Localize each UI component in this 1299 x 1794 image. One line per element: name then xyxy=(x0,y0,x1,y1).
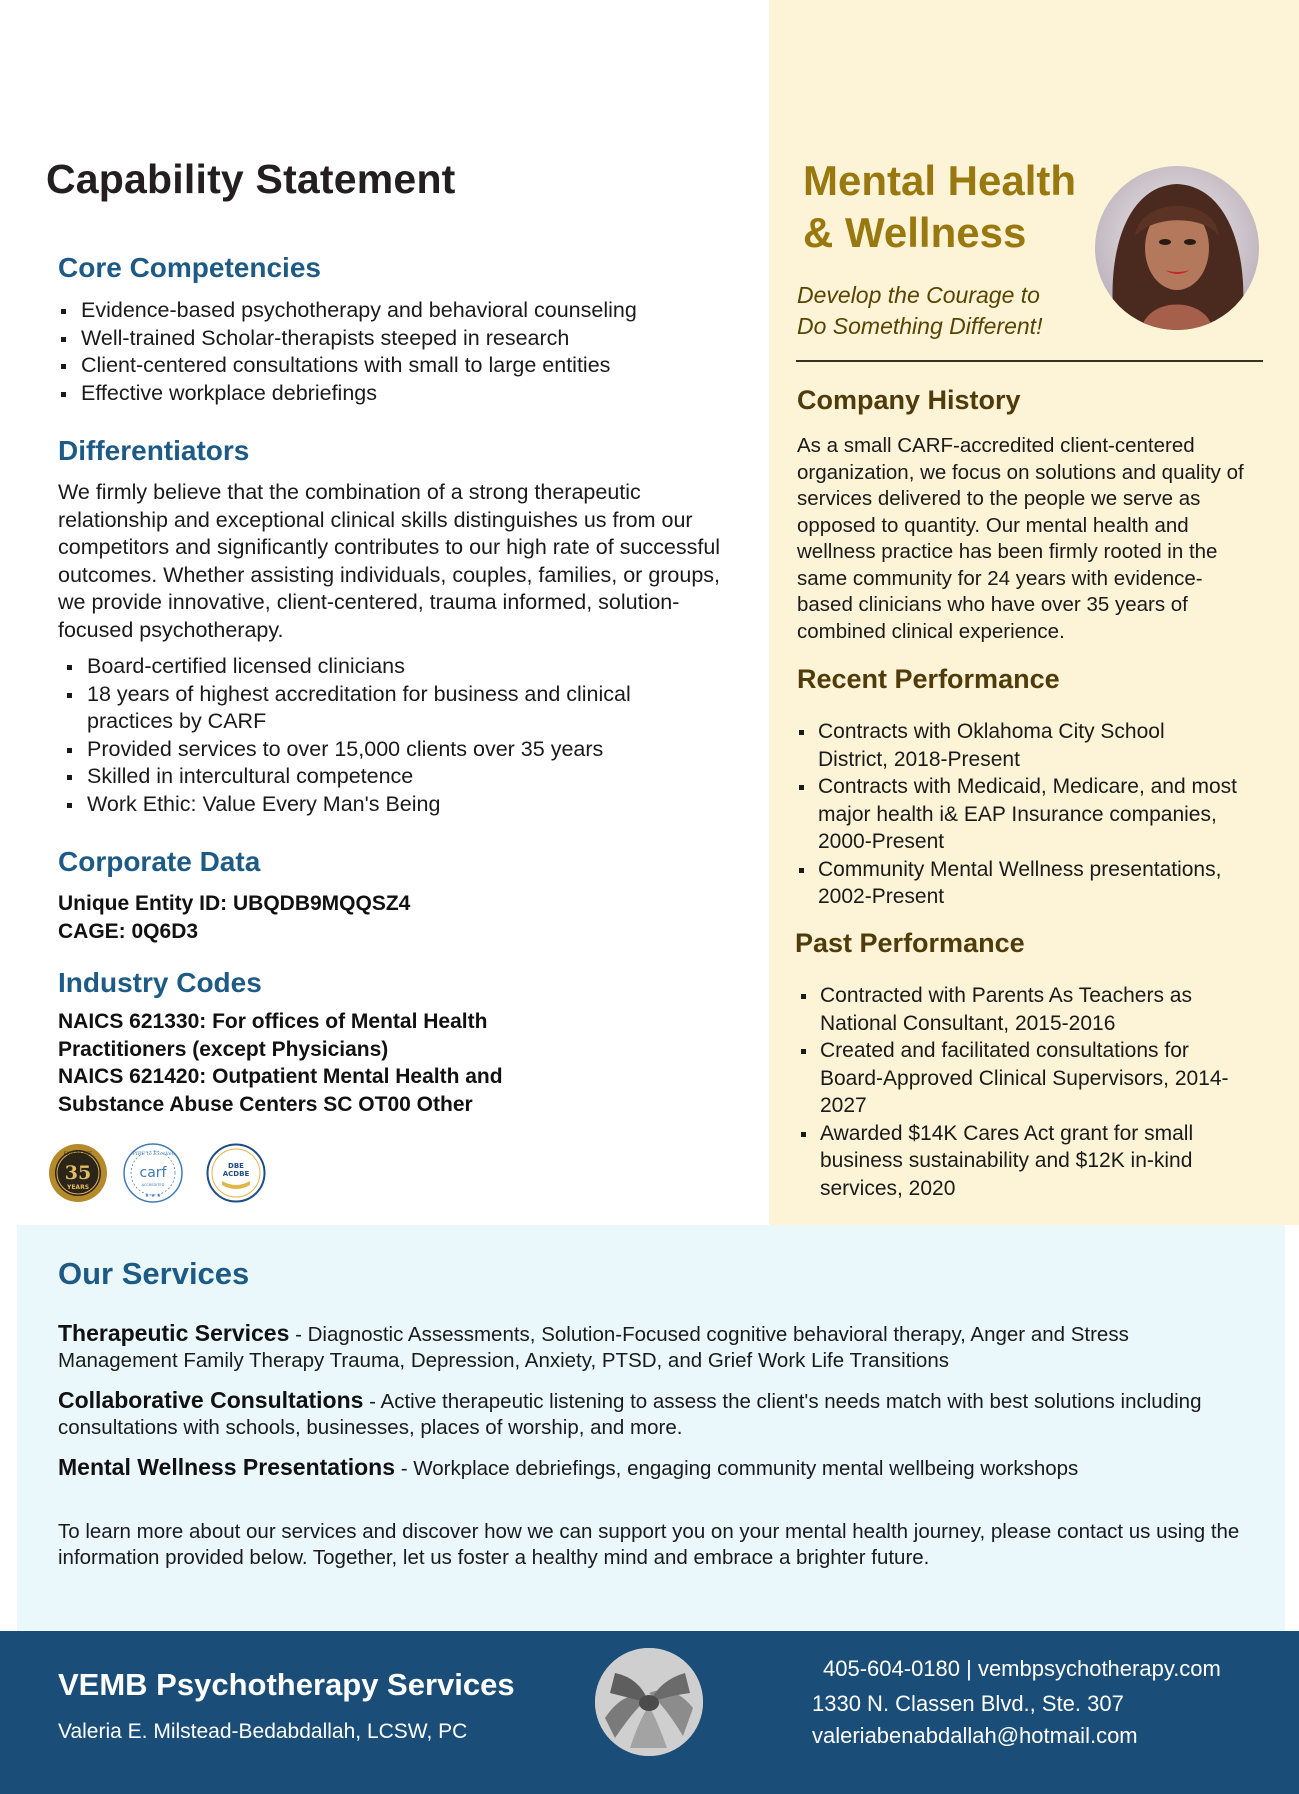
carf-text: carf xyxy=(139,1165,167,1181)
company-history-paragraph: As a small CARF-accredited client-centered organization, we focus on solutions and quality of services delivered to the people we serve as opposed to quantity. Our mental health and wellness practice has been firmly rooted in the same community for 24 years with evidence-based clinicians who have over 35 years of combined clinical experience. xyxy=(797,434,1244,643)
recent-performance-list xyxy=(797,718,1237,911)
tagline-line: Do Something Different! xyxy=(797,313,1043,339)
list-item: Contracts with Medicaid, Medicare, and most major health i& EAP Insurance companies, 2000-Present xyxy=(797,773,1237,856)
our-services-heading: Our Services xyxy=(58,1256,250,1291)
dbe-badge-icon xyxy=(206,1143,266,1203)
hero-title-line: Mental Health xyxy=(803,157,1077,204)
service-entry xyxy=(58,1454,1253,1482)
service-name: Therapeutic Services xyxy=(58,1320,290,1346)
badge-ring-text: EXPERIENCE xyxy=(63,1152,93,1157)
hero-title xyxy=(803,155,1076,259)
experience-badge-icon xyxy=(48,1143,108,1203)
hands-together-icon xyxy=(595,1648,703,1756)
list-item: Client-centered consultations with small to large entities xyxy=(58,352,718,380)
cage-code: CAGE: 0Q6D3 xyxy=(58,920,199,943)
industry-code-line: Practitioners (except Physicians) xyxy=(58,1038,389,1061)
list-item: Contracted with Parents As Teachers as National Consultant, 2015-2016 xyxy=(799,982,1239,1037)
industry-code-line: Substance Abuse Centers SC OT00 Other xyxy=(58,1093,473,1116)
service-description: - Workplace debriefings, engaging community mental wellbeing workshops xyxy=(395,1457,1079,1480)
recent-performance-heading: Recent Performance xyxy=(797,664,1060,694)
differentiators-paragraph: We firmly believe that the combination of a strong therapeutic relationship and exceptional clinical skills distinguishes us from our competitors and significantly contributes to our high rate of successful outcomes. Whether assisting individuals, couples, families, or groups, we provide innovative, client-centered, trauma informed, solution-focused psychotherapy. xyxy=(58,480,721,642)
service-name: Mental Wellness Presentations xyxy=(58,1454,396,1480)
service-description: - Active therapeutic listening to assess the client's needs match with best solutions including consultations with schools, businesses, places of worship, and more. xyxy=(58,1390,1202,1439)
dbe-bottom: ACDBE xyxy=(222,1170,250,1178)
past-performance-list xyxy=(799,982,1239,1202)
list-item: 18 years of highest accreditation for business and clinical practices by CARF xyxy=(64,681,694,736)
corporate-data-heading: Corporate Data xyxy=(58,846,261,877)
footer-address: 1330 N. Classen Blvd., Ste. 307 xyxy=(812,1691,1124,1716)
page-title: Capability Statement xyxy=(46,156,456,202)
svg-text:★ ★ ★: ★ ★ ★ xyxy=(144,1193,162,1199)
tagline-line: Develop the Courage to xyxy=(797,282,1040,308)
service-entry xyxy=(58,1320,1253,1374)
carf-ring-text: ASPIRE to Excellence xyxy=(125,1151,181,1157)
therapist-portrait-icon xyxy=(1095,166,1259,330)
service-entry xyxy=(58,1387,1253,1441)
hero-title-line: & Wellness xyxy=(803,209,1027,256)
divider xyxy=(796,360,1263,362)
footer-person: Valeria E. Milstead-Bedabdallah, LCSW, PC xyxy=(58,1720,468,1743)
list-item: Contracts with Oklahoma City School District, 2018-Present xyxy=(797,718,1237,773)
list-item: Effective workplace debriefings xyxy=(58,380,718,408)
tagline xyxy=(797,280,1042,342)
unique-entity-id: Unique Entity ID: UBQDB9MQQSZ4 xyxy=(58,892,411,915)
list-item: Provided services to over 15,000 clients over 35 years xyxy=(64,736,694,764)
service-description: - Diagnostic Assessments, Solution-Focused cognitive behavioral therapy, Anger and Stress Management Family Therapy Trauma, Depression, Anxiety, PTSD, and Grief Work Life Transitions xyxy=(58,1323,1129,1372)
badge-years: YEARS xyxy=(66,1184,90,1191)
carf-sub: ACCREDITED xyxy=(141,1183,165,1187)
list-item: Well-trained Scholar-therapists steeped in research xyxy=(58,325,718,353)
service-name: Collaborative Consultations xyxy=(58,1387,364,1413)
list-item: Work Ethic: Value Every Man's Being xyxy=(64,791,694,819)
carf-badge-icon xyxy=(123,1143,183,1203)
footer-phone-website[interactable]: 405-604-0180 | vembpsychotherapy.com xyxy=(823,1656,1221,1681)
differentiators-heading: Differentiators xyxy=(58,435,250,466)
company-history-heading: Company History xyxy=(797,385,1021,415)
footer-email[interactable]: valeriabenabdallah@hotmail.com xyxy=(812,1723,1138,1748)
core-competencies-list xyxy=(58,297,718,407)
industry-code-line: NAICS 621330: For offices of Mental Health xyxy=(58,1010,488,1033)
industry-codes-heading: Industry Codes xyxy=(58,967,262,998)
core-competencies-heading: Core Competencies xyxy=(58,252,321,283)
list-item: Created and facilitated consultations for Board-Approved Clinical Supervisors, 2014-2027 xyxy=(799,1037,1239,1120)
list-item: Evidence-based psychotherapy and behavioral counseling xyxy=(58,297,718,325)
differentiators-list xyxy=(64,653,694,818)
footer-company-name: VEMB Psychotherapy Services xyxy=(58,1667,515,1702)
list-item: Skilled in intercultural competence xyxy=(64,763,694,791)
services-closing: To learn more about our services and discover how we can support you on your mental health journey, please contact us using the information provided below. Together, let us foster a healthy mind and embrace a brighter future. xyxy=(58,1520,1240,1569)
list-item: Community Mental Wellness presentations, 2002-Present xyxy=(797,856,1237,911)
badge-number: 35 xyxy=(64,1162,92,1184)
past-performance-heading: Past Performance xyxy=(795,928,1025,958)
list-item: Board-certified licensed clinicians xyxy=(64,653,694,681)
list-item: Awarded $14K Cares Act grant for small business sustainability and $12K in-kind services, 2020 xyxy=(799,1120,1239,1203)
dbe-top: DBE xyxy=(228,1162,244,1170)
industry-code-line: NAICS 621420: Outpatient Mental Health and xyxy=(58,1065,503,1088)
